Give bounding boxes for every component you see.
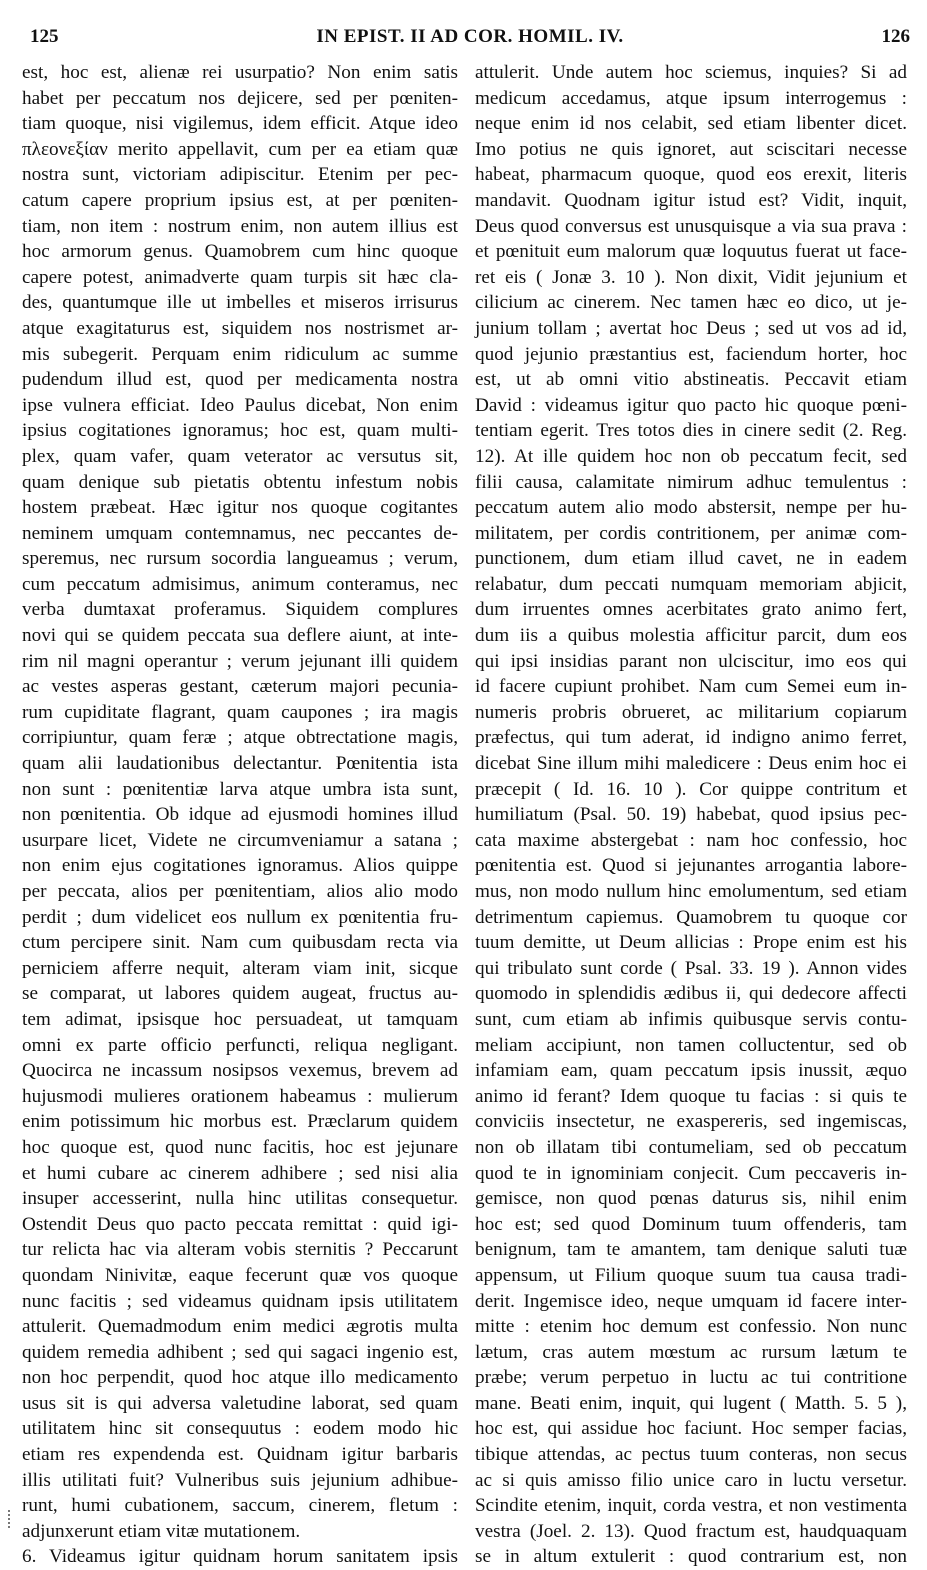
left-column-line: non pœnitentia. Ob idque ad ejusmodi homines illud bbox=[22, 804, 458, 826]
right-column-line: dum irruentes omnes acerbitates grato animo fert, bbox=[475, 599, 907, 621]
margin-mark bbox=[8, 1510, 12, 1528]
right-column-line: tuum demitte, ut Deum allicias : Prope enim est his bbox=[475, 932, 907, 954]
left-column-line: hoc armorum genus. Quamobrem cum hinc quoque bbox=[22, 241, 458, 263]
left-column-line: neminem umquam contemnamus, nec peccantes de- bbox=[22, 522, 458, 544]
right-column-line: hoc est; sed quod Dominum tuum offenderis, tam bbox=[475, 1213, 907, 1235]
right-column-line: medicum accedamus, atque ipsum interrogemus : bbox=[475, 87, 907, 109]
left-column-line: capere potest, animadverte quam turpis sit hæc cla- bbox=[22, 266, 458, 288]
left-column-line: se comparat, ut labores quidem augeat, fructus au- bbox=[22, 983, 458, 1005]
right-column-line: cilicium ac cinerem. Nec tamen hæc eo dico, ut je- bbox=[475, 292, 907, 314]
right-column-line: benignum, tam te amantem, tam denique saluti tuæ bbox=[475, 1239, 907, 1261]
right-column-line: mandavit. Quodnam igitur istud est? Vidit, inquit, bbox=[475, 189, 907, 211]
left-column-line: corripiuntur, quam feræ ; atque obtrectatione magis, bbox=[22, 727, 458, 749]
right-text-column bbox=[475, 60, 907, 1568]
left-column-line: pudendum illud est, quod per medicamenta nostra bbox=[22, 369, 458, 391]
left-column-line: novi qui se quidem peccata sua deflere aiunt, at inte- bbox=[22, 625, 458, 647]
left-column-line: plex, quam vafer, quam veterator ac versutus sit, bbox=[22, 445, 458, 467]
right-column-line: infamiam eam, quam peccatum ipsis inussit, æquo bbox=[475, 1060, 907, 1082]
left-column-line: ac vestes asperas gestant, cæterum majori pecunia- bbox=[22, 676, 458, 698]
right-column-line: ac si quis amisso filio unice caro in luctu versetur. bbox=[475, 1469, 907, 1491]
running-header bbox=[30, 26, 910, 56]
right-column-line: ret eis ( Jonæ 3. 10 ). Non dixit, Vidit jejunium et bbox=[475, 266, 907, 288]
left-column-line: habet per peccatum nos dejicere, sed per pœniten- bbox=[22, 87, 458, 109]
left-column-line: non sunt : pœnitentiæ larva atque umbra ista sunt, bbox=[22, 778, 458, 800]
left-column-line: perdit ; dum videlicet eos nullum ex pœnitentia fru- bbox=[22, 906, 458, 928]
left-column-line: Quocirca ne incassum nosipsos vexemus, brevem ad bbox=[22, 1060, 458, 1082]
left-column-line: Ostendit Deus quo pacto peccata remittat : quid igi- bbox=[22, 1213, 458, 1235]
right-column-line: qui tribulato sunt corde ( Psal. 33. 19 ). Annon vides bbox=[475, 957, 907, 979]
right-column-line: peccatum autem alio modo abstersit, nempe per hu- bbox=[475, 497, 907, 519]
left-column-line: hostem præbeat. Hæc igitur nos quoque cogitantes bbox=[22, 497, 458, 519]
left-column-line: quondam Ninivitæ, eaque fecerunt quæ vos quoque bbox=[22, 1264, 458, 1286]
left-column-line: est, hoc est, alienæ rei usurpatio? Non enim satis bbox=[22, 62, 458, 83]
right-column-line: sunt, cum etiam ab infimis quibusque servis contu- bbox=[475, 1008, 907, 1030]
left-column-line: quam alii laudationibus delectantur. Pœnitentia ista bbox=[22, 753, 458, 775]
right-column-line: numeris probris obrueret, ac militarium copiarum bbox=[475, 701, 907, 723]
right-column-line: mus, non modo nullum hinc emolumentum, sed etiam bbox=[475, 881, 907, 902]
right-column-line: qui ipsi insidias parant non ulciscitur, imo eos qui bbox=[475, 650, 907, 672]
left-column-line: quam denique sub pietatis obtentu infestum nobis bbox=[22, 471, 458, 493]
left-column-line: ctum percipere sinit. Nam cum quibusdam recta via bbox=[22, 932, 458, 954]
right-column-line: lætum, cras autem mœstum ac rursum lætum te bbox=[475, 1341, 907, 1363]
right-column-line: meliam accipiunt, non tamen colluctentur, sed ob bbox=[475, 1034, 907, 1056]
right-column-line: animo id ferant? Idem quoque tu facias : si quis te bbox=[475, 1085, 907, 1107]
right-column-line: mitte : etenim hoc demum est confessio. Non nunc bbox=[475, 1316, 907, 1338]
right-column-line: humiliatum (Psal. 50. 19) habebat, quod ipsius pec- bbox=[475, 804, 907, 826]
left-column-line: quidem remedia adhibent ; sed qui sagaci ingenio est, bbox=[22, 1341, 458, 1363]
right-column-line: et pœnituit eum malorum quæ loquutus fuerat ut face- bbox=[475, 241, 907, 263]
running-title: IN EPIST. II AD COR. HOMIL. IV. bbox=[316, 26, 624, 47]
left-column-line: cum peccatum admisimus, animum conteramus, nec bbox=[22, 573, 458, 595]
left-column-line: adjunxerunt etiam vitæ mutationem. bbox=[22, 1520, 301, 1542]
left-column-line: tem adimat, ipsisque hoc persuadeat, ut tamquam bbox=[22, 1008, 458, 1030]
right-column-line: habeat, pharmacum quoque, quod eos erexit, literis bbox=[475, 164, 907, 186]
right-column-line: id facere cupiunt prohibet. Nam cum Semei eum in- bbox=[475, 676, 907, 698]
left-column-line: πλεονεξίαν merito appellavit, cum per ea etiam quæ bbox=[22, 138, 458, 160]
right-column-line: est, ut ab omni vitio abstineatis. Peccavit etiam bbox=[475, 369, 907, 391]
right-column-line: neque enim id nos celabit, sed etiam libenter dicet. bbox=[475, 113, 907, 135]
left-column-line: enim potissimum hic morbus est. Præclarum quidem bbox=[22, 1111, 458, 1133]
right-column-line: 12). At ille quidem hoc non ob peccatum fecit, sed bbox=[475, 445, 907, 467]
right-column-line: tibique attendas, ac pectus tuum conteras, non secus bbox=[475, 1444, 907, 1466]
left-column-line: rim nil magni operantur ; verum jejunant illi quidem bbox=[22, 650, 458, 672]
left-column-line: et humi cubare ac cinerem adhibere ; sed nisi alia bbox=[22, 1162, 458, 1184]
left-column-line: usurpare licet, Videte ne circumveniamur a satana ; bbox=[22, 829, 458, 851]
left-column-line: verba dumtaxat proferamus. Siquidem complures bbox=[22, 599, 458, 621]
left-column-line: tiam quoque, nisi vigilemus, idem efficit. Atque ideo bbox=[22, 113, 458, 135]
right-column-line: pœnitentia est. Quod si jejunantes arrogantia labore- bbox=[475, 855, 907, 877]
right-column-line: derit. Ingemisce ideo, neque umquam id facere inter- bbox=[475, 1290, 907, 1312]
right-column-line: præfectus, qui tum aderat, id indigno animo ferret, bbox=[475, 727, 907, 749]
left-column-line: nunc facitis ; sed videamus quidnam ipsis utilitatem bbox=[22, 1290, 458, 1312]
right-column-line: punctionem, dum etiam illud cavet, ne in eadem bbox=[475, 548, 907, 570]
right-column-line: David : videamus igitur quo pacto hic quoque pœni- bbox=[475, 394, 907, 416]
right-column-line: cata maxime abstergebat : nam hoc confessio, hoc bbox=[475, 829, 907, 851]
left-column-line: speremus, nec rursum socordia langueamus ; verum, bbox=[22, 548, 458, 570]
left-column-line: rum cupiditate flagrant, quam caupones ; ira magis bbox=[22, 701, 458, 723]
left-column-line: ipse vulnera efficiat. Ideo Paulus dicebat, Non enim bbox=[22, 394, 458, 416]
left-column-line: atque exagitaturus est, siquidem nos nostrismet ar- bbox=[22, 317, 458, 339]
right-column-line: se in altum extulerit : quod contrarium est, non bbox=[475, 1546, 907, 1568]
left-column-line: attulerit. Quemadmodum enim medici ægrotis multa bbox=[22, 1316, 458, 1338]
left-column-line: ipsius cogitationes ignoramus; hoc est, quam multi- bbox=[22, 420, 458, 442]
right-column-line: quod te in ignominiam conjecit. Cum peccaveris in- bbox=[475, 1162, 907, 1184]
right-column-line: junium tollam ; avertat hoc Deus ; sed ut vos ad id, bbox=[475, 317, 907, 339]
right-column-line: hoc est, qui assidue hoc faciunt. Hoc semper facias, bbox=[475, 1418, 907, 1440]
right-column-line: gemisce, non quod pœnas daturus sis, nihil enim bbox=[475, 1188, 907, 1210]
left-column-line: des, quantumque ille ut imbelles et miseros irrisurus bbox=[22, 292, 458, 314]
left-column-line: catum capere proprium ipsius est, at per pœniten- bbox=[22, 189, 458, 211]
left-column-line: nostra sunt, victoriam adipiscitur. Etenim per pec- bbox=[22, 164, 458, 186]
left-column-line: runt, humi cubationem, saccum, cinerem, fletum : bbox=[22, 1495, 458, 1517]
right-column-line: dicebat Sine illum mihi maledicere : Deus enim hoc ei bbox=[475, 753, 907, 775]
left-column-line: hoc quoque est, quod nunc facitis, hoc est jejunare bbox=[22, 1136, 458, 1158]
right-column-line: conviciis insectetur, ne exaspereris, sed ingemiscas, bbox=[475, 1111, 907, 1133]
right-column-line: præbe; verum perpetuo in luctu ac tui contritione bbox=[475, 1367, 907, 1389]
right-column-line: filii causa, calamitate nimirum adhuc temulentus : bbox=[475, 471, 907, 493]
right-column-line: Scindite etenim, inquit, corda vestra, et non vestimenta bbox=[475, 1495, 907, 1517]
left-column-line: tur relicta hac via alteram vobis sternitis ? Peccarunt bbox=[22, 1239, 458, 1261]
left-column-line: non hoc perpendit, quod hoc atque illo medicamento bbox=[22, 1367, 458, 1389]
left-column-line: illis utilitati fuit? Vulneribus suis jejunium adhibue- bbox=[22, 1469, 458, 1491]
left-column-line: utilitatem hinc sit consequutus : eodem modo hic bbox=[22, 1418, 458, 1440]
right-column-line: præcepit ( Id. 16. 10 ). Cor quippe contritum et bbox=[475, 778, 907, 800]
right-column-line: dum iis a quibus molestia afficitur parcit, dum eos bbox=[475, 625, 907, 647]
right-column-line: Deus quod conversus est unusquisque a via sua prava : bbox=[475, 215, 907, 237]
left-column-line: mis subegerit. Perquam enim ridiculum ac summe bbox=[22, 343, 458, 365]
left-column-line: hujusmodi mulieres orationem habeamus : mulierum bbox=[22, 1085, 458, 1107]
right-column-line: attulerit. Unde autem hoc sciemus, inquies? Si ad bbox=[475, 62, 907, 83]
right-column-line: relabatur, dum peccati numquam memoriam abjicit, bbox=[475, 573, 907, 595]
right-column-line: quod jejunio præstantius est, faciendum horter, hoc bbox=[475, 343, 907, 365]
right-column-line: militatem, per cordis contritionem, per animæ com- bbox=[475, 522, 907, 544]
right-column-line: non ob illatam tibi contumeliam, sed ob peccatum bbox=[475, 1136, 907, 1158]
page-number-left: 125 bbox=[30, 26, 59, 47]
left-column-line: 6. Videamus igitur quidnam horum sanitatem ipsis bbox=[22, 1546, 458, 1568]
left-column-line: per peccata, alios per pœnitentiam, alios alio modo bbox=[22, 881, 458, 902]
right-column-line: quomodo in splendidis ædibus ii, qui dedecore affecti bbox=[475, 983, 907, 1005]
right-column-line: Imo potius ne quis ignoret, aut sciscitari necesse bbox=[475, 138, 907, 160]
left-column-line: omni ex parte officio perfuncti, reliqua negligant. bbox=[22, 1034, 458, 1056]
right-column-line: detrimentum capiemus. Quamobrem tu quoque cor bbox=[475, 906, 907, 928]
right-column-line: appensum, ut Filium quoque suum tua causa tradi- bbox=[475, 1264, 907, 1286]
left-column-line: tiam, non item : nostrum enim, non autem illius est bbox=[22, 215, 458, 237]
right-column-line: vestra (Joel. 2. 13). Quod fractum est, haudquaquam bbox=[475, 1520, 907, 1542]
left-column-line: perniciem afferre nequit, alteram viam init, sicque bbox=[22, 957, 458, 979]
left-column-line: usus sit is qui adversa valetudine laborat, sed quam bbox=[22, 1392, 458, 1414]
left-text-column bbox=[22, 60, 458, 1568]
left-column-line: non enim ejus cogitationes ignoramus. Alios quippe bbox=[22, 855, 458, 877]
left-column-line: insuper accesserint, nulla hinc utilitas consequetur. bbox=[22, 1188, 458, 1210]
right-column-line: tentiam egerit. Tres totos dies in cinere sedit (2. Reg. bbox=[475, 420, 907, 442]
left-column-line: etiam res expendenda est. Quidnam igitur barbaris bbox=[22, 1444, 458, 1466]
page-number-right: 126 bbox=[881, 26, 910, 47]
right-column-line: mane. Beati enim, inquit, qui lugent ( Matth. 5. 5 ), bbox=[475, 1392, 907, 1414]
